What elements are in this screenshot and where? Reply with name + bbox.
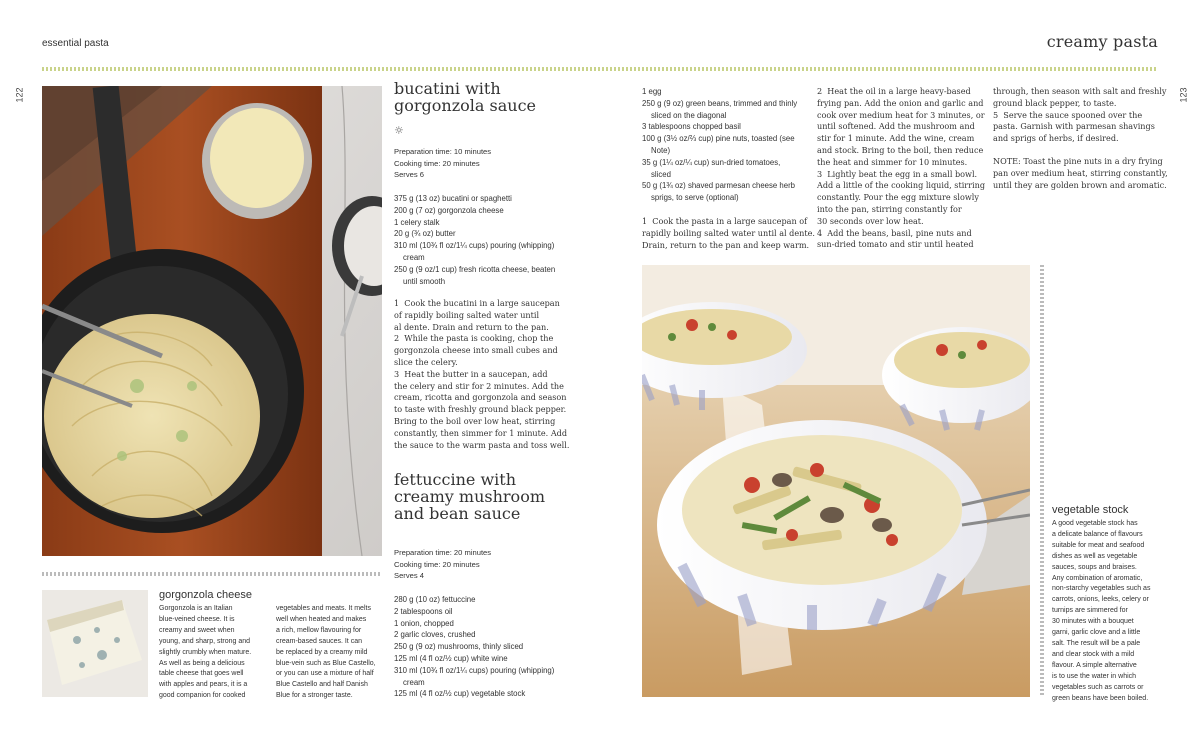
recipe2-serves: Serves 4 bbox=[394, 571, 424, 581]
ingredient: 100 g (3½ oz/⅔ cup) pine nuts, toasted (see Note) bbox=[642, 134, 795, 155]
divider bbox=[1040, 265, 1044, 697]
ingredient: 250 g (9 oz/1 cup) fresh ricotta cheese, beaten until smooth bbox=[394, 264, 556, 286]
ingredient: 125 ml (4 fl oz/½ cup) white wine bbox=[394, 653, 508, 663]
bucatini-photo bbox=[42, 86, 382, 556]
recipe2-ingredients-b bbox=[642, 86, 802, 204]
ingredient: 35 g (1¼ oz/¼ cup) sun-dried tomatoes, sliced bbox=[642, 157, 781, 179]
recipe2-cook: Cooking time: 20 minutes bbox=[394, 559, 480, 569]
ingredient: 2 garlic cloves, crushed bbox=[394, 630, 476, 640]
ingredient: 1 celery stalk bbox=[394, 217, 440, 227]
gorgonzola-title: gorgonzola cheese bbox=[159, 589, 252, 601]
fettuccine-photo bbox=[642, 265, 1030, 697]
recipe1-serves: Serves 6 bbox=[394, 170, 424, 180]
ingredient: 200 g (7 oz) gorgonzola cheese bbox=[394, 205, 504, 215]
gorgonzola-text-col1: Gorgonzola is an Italian blue-veined cheese. It is creamy and sweet when young, and sharp, strong and slightly crumbly when mature. As well as being a delicious table cheese that goes well with apples and pears, it is a good companion for cooked bbox=[159, 605, 252, 700]
recipe1-prep: Preparation time: 10 minutes bbox=[394, 147, 492, 156]
ingredient: 310 ml (10¾ fl oz/1¼ cups) pouring (whipping) cream bbox=[394, 241, 555, 262]
section-label: essential pasta bbox=[42, 38, 109, 49]
stock-title: vegetable stock bbox=[1052, 504, 1129, 516]
divider bbox=[42, 572, 382, 576]
ingredient: 50 g (1¾ oz) shaved parmesan cheese herb sprigs, to serve (optional) bbox=[642, 181, 795, 203]
recipe1-cook: Cooking time: 20 minutes bbox=[394, 158, 480, 168]
ingredient: 1 egg bbox=[642, 87, 662, 96]
gorgonzola-text-col2: vegetables and meats. It melts well when heated and makes a rich, mellow flavouring for cream-based sauces. It can be replaced by a creamy mild blue-vein such as Blue Castello, or you can use a mixture of half Blue Castello and half Danish Blue for a stronger taste. bbox=[276, 605, 376, 700]
recipe1-ingredients bbox=[394, 193, 564, 287]
ingredient: 1 onion, chopped bbox=[394, 618, 454, 628]
ingredient: 280 g (10 oz) fettuccine bbox=[394, 595, 476, 604]
section-title: creamy pasta bbox=[1046, 32, 1158, 51]
cheese-photo bbox=[42, 590, 148, 697]
ingredient: 2 tablespoons oil bbox=[394, 606, 453, 616]
page-number-right: 123 bbox=[1178, 87, 1189, 103]
recipe2-prep: Preparation time: 20 minutes bbox=[394, 548, 492, 557]
ingredient: 310 ml (10¾ fl oz/1¼ cups) pouring (whipping) cream bbox=[394, 665, 555, 687]
sun-icon: ☼ bbox=[394, 124, 404, 137]
recipe2-method-a: 1 Cook the pasta in a large saucepan of rapidly boiling salted water until al dente. Drain, return to the pan and keep warm. bbox=[642, 216, 815, 250]
header-rule bbox=[42, 67, 1158, 71]
recipe2-method-b: 2 Heat the oil in a large heavy-based frying pan. Add the onion and garlic and cook over medium heat for 3 minutes, or until softened. Add the mushroom and stir for 1 minute. Add the wine, cream and stock. Bring to the boil, then reduce the heat and simmer for 10 minutes. 3 Lightly beat the egg in a small bowl. Add a little of the cooking liquid, stirring constantly. Pour the egg mixture slowly into the pan, stirring constantly for 30 seconds over low heat. 4 Add the beans, basil, pine nuts and sun-dried tomato and stir until heated bbox=[817, 86, 986, 250]
stock-text: A good vegetable stock has a delicate balance of flavours suitable for meat and seafood dishes as well as vegetable sauces, soups and braises. Any combination of aromatic, non-starchy vegetables such as carrots, onions, leeks, celery or turnips are simmered for 30 minutes with a bouquet garni, garlic clove and a little salt. The result will be a pale and clear stock with a mild flavour. A simple alternative is to use the water in which vegetables such as carrots or green beans have been boiled. bbox=[1052, 520, 1151, 702]
page-number-left: 122 bbox=[14, 87, 25, 103]
ingredient: 125 ml (4 fl oz/½ cup) vegetable stock bbox=[394, 689, 526, 699]
ingredient: 250 g (9 oz) green beans, trimmed and thinly sliced on the diagonal bbox=[642, 98, 798, 120]
recipe1-title: bucatini with gorgonzola sauce bbox=[394, 79, 536, 115]
recipe2-ingredients-a bbox=[394, 594, 564, 700]
recipe2-title: fettuccine with creamy mushroom and bean sauce bbox=[394, 470, 545, 523]
recipe1-meta bbox=[394, 146, 491, 181]
ingredient: 20 g (¾ oz) butter bbox=[394, 229, 456, 239]
recipe2-meta bbox=[394, 547, 491, 582]
ingredient: 3 tablespoons chopped basil bbox=[642, 122, 741, 132]
ingredient: 375 g (13 oz) bucatini or spaghetti bbox=[394, 194, 512, 203]
recipe2-method-c: through, then season with salt and freshly ground black pepper, to taste. 5 Serve the sauce spooned over the pasta. Garnish with parmesan shavings and sprigs of herbs, if desired. bbox=[993, 86, 1167, 144]
recipe2-note: NOTE: Toast the pine nuts in a dry frying pan over medium heat, stirring constantly, until they are golden brown and aromatic. bbox=[993, 156, 1168, 190]
ingredient: 250 g (9 oz) mushrooms, thinly sliced bbox=[394, 642, 524, 652]
recipe1-method: 1 Cook the bucatini in a large saucepan of rapidly boiling salted water until al dente. Drain and return to the pan. 2 While the pasta is cooking, chop the gorgonzola cheese into small cubes and slice the celery. 3 Heat the butter in a saucepan, add the celery and stir for 2 minutes. Add the cream, ricotta and gorgonzola and season to taste with freshly ground black pepper. Bring to the boil over low heat, stirring constantly, then simmer for 1 minute. Add the sauce to the warm pasta and toss well. bbox=[394, 298, 570, 450]
